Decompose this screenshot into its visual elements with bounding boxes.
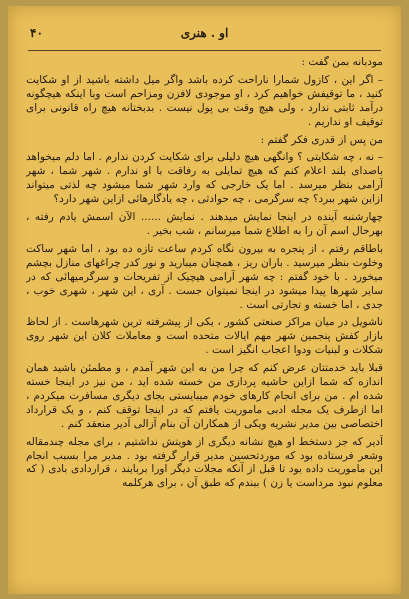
paragraph: من پس از قدری فکر گفتم : — [260, 133, 383, 146]
paragraph: قبلا باید خدمتتان عرض کنم که چرا من به این شهر آمدم ، و مطمئن باشید همان اندازه که شما ازاین حاشیه پردازی من خسته شده اید ، من نیز در اینجا خسته شده ام . من برای انجام کارهای خودم میبایستی بجای دیگری مسافرت میکردم ، اما ازطرف یک مجله ادبی ماموریت یافتم که در اینجا توقف کنم ، و یک قرارداد اختصاصی بین مدیر نشریه ویکی از همکاران آن بنام آزالی آدیر منعقد کنم . — [26, 362, 383, 430]
paragraph: ناشویل در میان مراکز صنعتی کشور ، یکی از پیشرفته ترین شهرهاست . از لحاظ بازار کفش پنجمین شهر مهم ایالات متحده است و معاملات کلان این شهر روی شکلات و لبنیات ودوا اعجاب انگیز است . — [26, 316, 383, 357]
page-header — [8, 24, 401, 46]
paragraph: – نه ، چه شکایتی ؟ وانگهی هیچ دلیلی برای شکایت کردن ندارم . اما دلم میخواهد باصدای بلند اعلام کنم که هیچ تمایلی به رفاقت با او ندارم . شهر شما ، شهر آرامی بنظر میرسد . اما یک خارجی که وارد شهر شما میشود چه لذتی میتواند ازاین شهر ببرد؟ چه سرگرمی ، چه حوادثی ، چه یادگارهائی ازاین شهر دارد؟ — [26, 151, 383, 206]
paragraph: مودبانه بمن گفت : — [301, 56, 383, 68]
paragraph: باطاقم رفتم ، از پنجره به بیرون نگاه کردم ساعت تازه ده بود ، اما شهر ساکت وخلوت بنظر میرسید . باران ریز ، همچنان میبارید و نور کدر چراغهای منازل بچشم میخورد . با خود گفتم : چه شهر آرامی هیچیک از تفریحات و سرگرمیهائی که در سایر شهرها پیدا میشود در اینجا نمیتوان جست . آری ، این شهر ، شهری خوب ، جدی ، اما خسته و تجارتی است . — [26, 242, 383, 311]
paragraph: چهارشنبه آینده در اینجا نمایش میدهند . نمایش ...... الآن اسمش یادم رفته ، بهرحال اسم آن را به اطلاع شما میرسانم ، شب بخیر . — [26, 211, 383, 237]
running-title: او . هنری — [180, 26, 229, 40]
header-rule — [28, 50, 381, 51]
book-page — [8, 6, 401, 594]
paragraph: – اگر این ، کازول شمارا ناراحت کرده باشد واگر میل داشته باشید از او شکایت کنید ، ما توقیفش خواهیم کرد ، او موجودی لافزن ومزاحم است وبا اینکه هیچگونه درآمد ثابتی ندارد ، ولی هیچ وقت بی پول نیست . بدبختانه هیچ راه قانونی برای توقیف او نداریم . — [26, 73, 383, 128]
page-number: ۴۰ — [30, 26, 43, 40]
paragraph: آدیر که جز دستخط او هیچ نشانه دیگری از هویتش نداشتیم ، برای مجله چندمقاله وشعر فرستاده بود که موردتحسین مدیر قرار گرفته بود . مدیر مرا بسبب انجام این ماموریت داده بود تا قبل از آنکه مجلات دیگر اورا بربایند ، قراردادی بادی ( که معلوم نبود مرداست یا زن ) ببندم که طبق آن ، برای هرکلمه — [26, 435, 383, 490]
page-body — [26, 56, 383, 572]
